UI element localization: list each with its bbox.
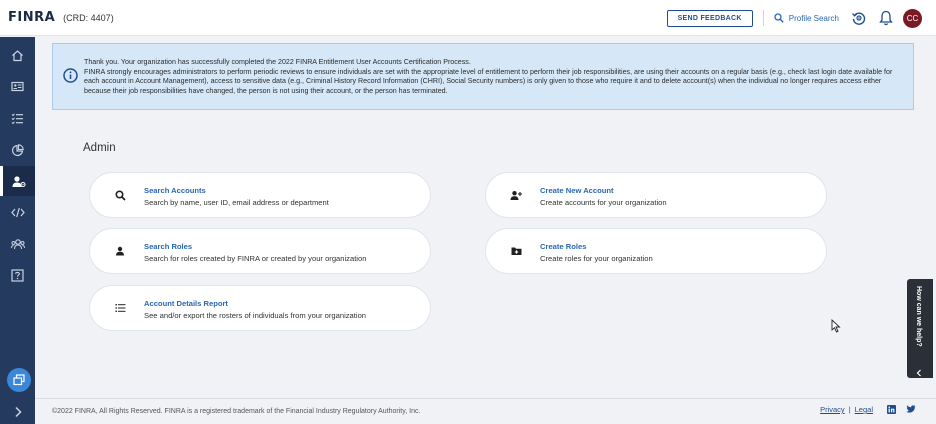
copyright-text: ©2022 FINRA, All Rights Reserved. FINRA is a registered trademark of the Financial Industry Regulatory Authority, Inc.	[52, 408, 421, 415]
profile-search-link[interactable]	[774, 13, 839, 23]
sidebar-item-home[interactable]	[0, 40, 35, 70]
footer-links	[820, 405, 916, 414]
home-icon	[11, 49, 24, 62]
search-icon	[774, 13, 784, 23]
sidebar-item-help[interactable]	[0, 260, 35, 290]
account-details-report-title: Account Details Report	[144, 299, 228, 308]
search-accounts-title: Search Accounts	[144, 186, 206, 195]
history-icon[interactable]	[851, 10, 867, 26]
create-roles-desc: Create roles for your organization	[540, 254, 653, 263]
search-icon	[112, 187, 128, 203]
sidebar-nav	[0, 37, 35, 424]
create-new-account-desc: Create accounts for your organization	[540, 198, 667, 207]
search-accounts-card[interactable]	[89, 172, 431, 218]
help-widget-label: How can we help?	[915, 286, 922, 347]
user-icon	[112, 243, 128, 259]
privacy-link[interactable]: Privacy	[820, 405, 845, 414]
account-details-report-desc: See and/or export the rosters of individuals from your organization	[144, 311, 367, 320]
id-card-icon	[11, 80, 24, 93]
create-roles-title: Create Roles	[540, 242, 587, 251]
sidebar-item-groups[interactable]	[0, 229, 35, 259]
windows-switch-button[interactable]	[7, 368, 31, 392]
help-icon	[11, 269, 24, 282]
info-icon	[63, 68, 78, 88]
search-accounts-desc: Search by name, user ID, email address or department	[144, 198, 329, 207]
chevron-left-icon	[915, 364, 923, 382]
banner-line-1: Thank you. Your organization has successfully completed the 2022 FINRA Entitlement User Accounts Certification Process.	[84, 58, 471, 66]
create-new-account-title: Create New Account	[540, 186, 614, 195]
twitter-icon[interactable]	[906, 405, 916, 414]
page-footer	[35, 398, 936, 424]
profile-search-label: Profile Search	[788, 13, 839, 23]
help-widget-tab[interactable]	[907, 279, 933, 378]
search-roles-title: Search Roles	[144, 242, 193, 251]
code-icon	[11, 206, 25, 219]
user-avatar[interactable]: CC	[903, 9, 922, 28]
sidebar-item-reports[interactable]	[0, 135, 35, 165]
list-icon	[112, 300, 128, 316]
footer-link-divider: |	[848, 405, 851, 414]
finra-logo[interactable]: FINRA	[8, 10, 56, 25]
legal-link[interactable]: Legal	[854, 405, 873, 414]
bell-icon[interactable]	[879, 10, 893, 26]
task-list-icon	[11, 112, 24, 125]
pie-chart-icon	[11, 144, 24, 157]
sidebar-item-developer[interactable]	[0, 197, 35, 227]
top-header	[0, 0, 936, 36]
send-feedback-button[interactable]: SEND FEEDBACK	[667, 10, 753, 27]
header-divider	[763, 10, 764, 26]
users-icon	[11, 238, 25, 251]
add-user-icon	[508, 187, 524, 203]
banner-message	[84, 58, 909, 97]
mouse-cursor-icon	[831, 319, 841, 338]
admin-heading: Admin	[83, 142, 116, 154]
windows-icon	[13, 374, 25, 386]
certification-banner	[52, 43, 914, 110]
sidebar-expand-button[interactable]	[0, 399, 35, 424]
linkedin-icon[interactable]	[887, 405, 896, 414]
chevron-right-icon	[13, 406, 23, 418]
search-roles-desc: Search for roles created by FINRA or created by your organization	[144, 254, 367, 263]
sidebar-item-accounts[interactable]	[0, 71, 35, 101]
crd-number: (CRD: 4407)	[63, 12, 114, 23]
add-folder-icon	[508, 243, 524, 259]
create-new-account-card[interactable]	[485, 172, 827, 218]
create-roles-card[interactable]	[485, 228, 827, 274]
banner-line-2: FINRA strongly encourages administrators to perform periodic reviews to ensure individuals are set with the appropriate level of entitlement to perform their job responsibilities, are using their accounts on a regular basis (e.g., check last login date available for each account in Account Management), access to sensitive data (e.g., Criminal History Record Information (CHRI), Social Security numbers) is only given to those who require it and to delete account(s) when the individual no longer requires access either because their job responsibilities have changed, the person is not using their account, or the person has terminated.	[84, 67, 893, 96]
sidebar-item-tasks[interactable]	[0, 103, 35, 133]
user-admin-icon	[12, 175, 26, 188]
header-actions	[667, 0, 922, 36]
search-roles-card[interactable]	[89, 228, 431, 274]
sidebar-item-admin[interactable]	[0, 166, 35, 196]
account-details-report-card[interactable]	[89, 285, 431, 331]
